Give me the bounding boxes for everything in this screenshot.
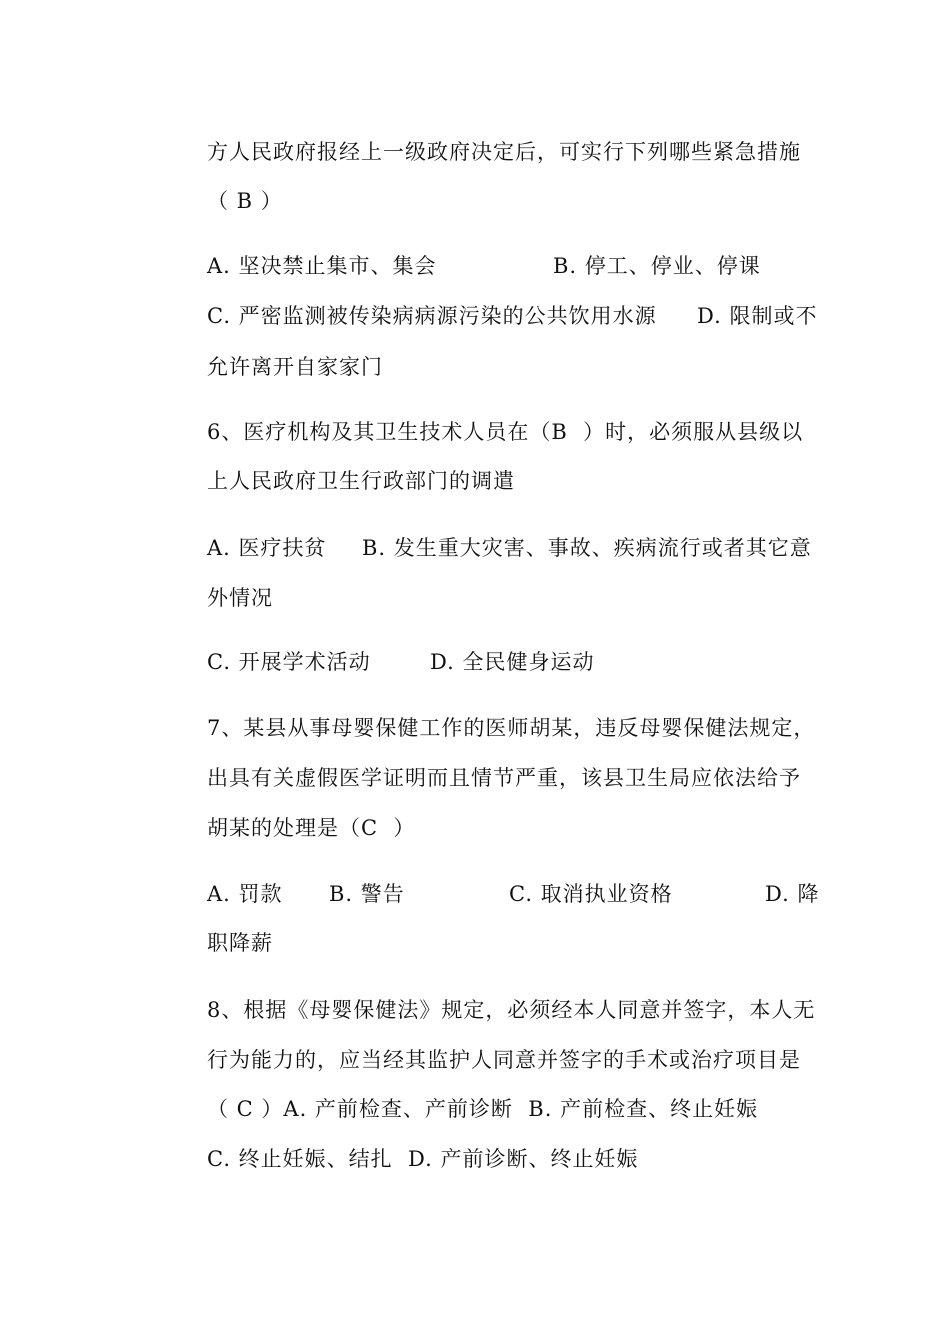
q6-option-b: B. 发生重大灾害、事故、疾病流行或者其它意 [362, 536, 812, 560]
q5-option-d-continued: 允许离开自家家门 [207, 355, 383, 379]
q7-stem-line-3: 胡某的处理是（C ） [207, 816, 416, 840]
q8-options-cd: C. 终止妊娠、结扎 D. 产前诊断、终止妊娠 [207, 1147, 639, 1171]
q5-option-a: A. 坚决禁止集市、集会 [207, 254, 437, 278]
q5-stem-line-1: 方人民政府报经上一级政府决定后，可实行下列哪些紧急措施 [207, 140, 801, 164]
q5-stem-line-2: （ B ） [207, 189, 283, 213]
q7-stem-line-1: 7、某县从事母婴保健工作的医师胡某，违反母婴保健法规定， [207, 716, 816, 740]
q5-option-b: B. 停工、停业、停课 [553, 254, 761, 278]
q7-option-b: B. 警告 [329, 882, 405, 906]
q6-option-c: C. 开展学术活动 [207, 650, 371, 674]
q8-stem-line-1: 8、根据《母婴保健法》规定，必须经本人同意并签字，本人无 [207, 998, 816, 1022]
q6-stem-line-1: 6、医疗机构及其卫生技术人员在（B ）时，必须服从县级以 [207, 420, 804, 444]
q7-option-d-continued: 职降薪 [207, 931, 273, 955]
q6-option-b-continued: 外情况 [207, 586, 273, 610]
q6-option-d: D. 全民健身运动 [430, 650, 595, 674]
q7-option-d: D. 降 [765, 882, 820, 906]
q7-stem-line-2: 出具有关虚假医学证明而且情节严重，该县卫生局应依法给予 [207, 766, 801, 790]
q6-option-a: A. 医疗扶贫 [207, 536, 327, 560]
q8-stem-line-3: （ C ）A. 产前检查、产前诊断 B. 产前检查、终止妊娠 [207, 1097, 759, 1121]
q8-stem-line-2: 行为能力的，应当经其监护人同意并签字的手术或治疗项目是 [207, 1048, 801, 1072]
q7-option-a: A. 罚款 [207, 882, 283, 906]
q5-option-d: D. 限制或不 [697, 304, 818, 328]
q6-stem-line-2: 上人民政府卫生行政部门的调遣 [207, 469, 515, 493]
q5-option-c: C. 严密监测被传染病病源污染的公共饮用水源 [207, 304, 657, 328]
q7-option-c: C. 取消执业资格 [509, 882, 673, 906]
